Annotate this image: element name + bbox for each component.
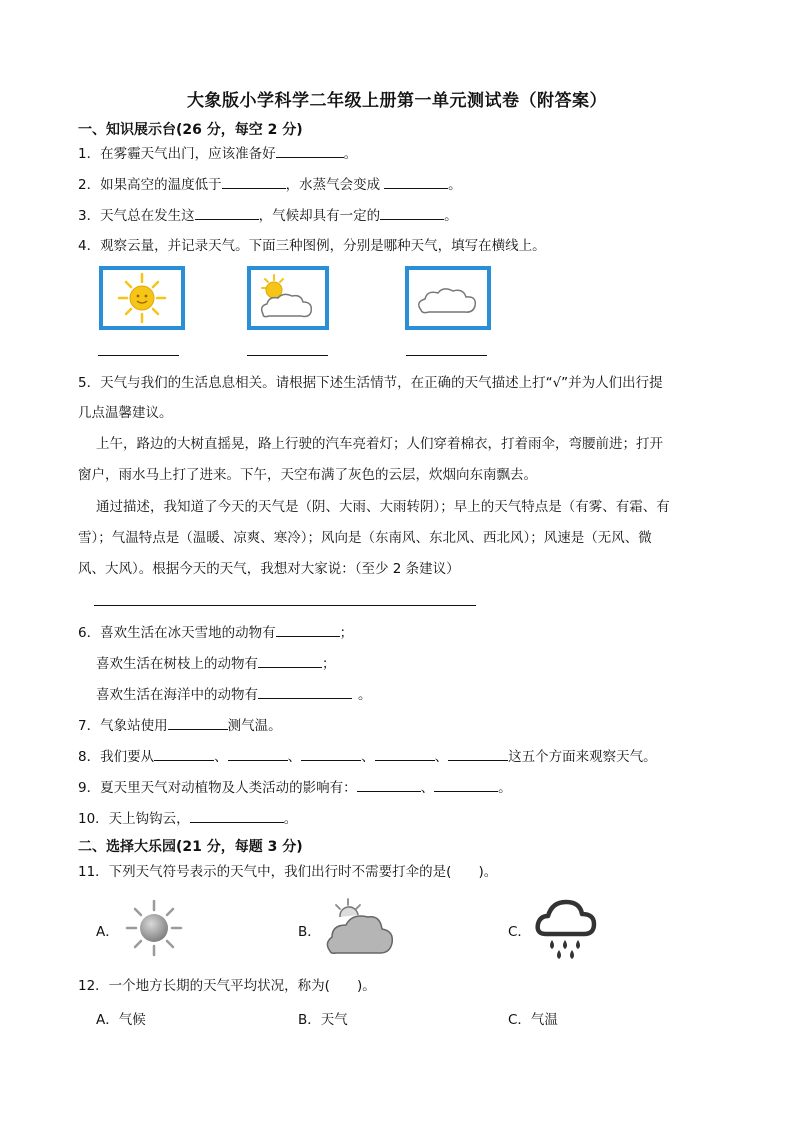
answer-line[interactable]	[98, 355, 179, 356]
question-5-paragraph-2: 窗户，雨水马上打了进来。下午，天空布满了灰色的云层，炊烟向东南飘去。	[78, 467, 537, 483]
answer-blank[interactable]	[258, 684, 352, 699]
question-6-c-text: 喜欢生活在海洋中的动物有	[96, 687, 258, 703]
question-8-text: 8．我们要从	[78, 749, 155, 765]
question-6-b-text: 喜欢生活在树枝上的动物有	[96, 656, 258, 672]
separator: 、	[420, 780, 435, 796]
option-c-label[interactable]: C．	[508, 924, 531, 940]
question-5-paragraph-3: 通过描述，我知道了今天的天气是（阴、大雨、大雨转阴）；早上的天气特点是（有雾、有霜、有	[96, 499, 670, 515]
question-9-end: 。	[498, 780, 512, 796]
question-7-end: 测气温。	[227, 718, 282, 734]
question-1-end: 。	[343, 146, 358, 162]
question-3-text: 3．天气总在发生这	[78, 208, 195, 224]
option-c[interactable]: C．气温	[508, 1012, 558, 1028]
question-2	[78, 174, 462, 195]
question-6-c-end: 。	[358, 687, 372, 703]
question-5-paragraph-4: 雪）；气温特点是（温暖、凉爽、寒冷）；风向是（东南风、东北风、西北风）；风速是（无风、微	[78, 530, 652, 546]
question-6-b-end: ；	[322, 656, 336, 672]
separator: 、	[434, 749, 449, 765]
answer-blank[interactable]	[357, 777, 421, 792]
answer-blank[interactable]	[380, 205, 444, 220]
question-6-b	[96, 653, 336, 674]
question-4: 4．观察云量，并记录天气。下面三种图例，分别是哪种天气，填写在横线上。	[78, 238, 546, 254]
answer-blank[interactable]	[276, 143, 344, 158]
partly-cloudy-symbol-icon[interactable]	[322, 897, 398, 959]
question-2-mid: ，水蒸气会变成	[285, 177, 381, 193]
question-6-end: ；	[339, 625, 354, 641]
question-5-paragraph-1: 上午，路边的大树直摇晃，路上行驶的汽车亮着灯；人们穿着棉衣，打着雨伞，弯腰前进；打开	[96, 436, 663, 452]
answer-blank[interactable]	[154, 746, 214, 761]
question-11: 11．下列天气符号表示的天气中，我们出行时不需要打伞的是( )。	[78, 864, 498, 880]
separator: 、	[287, 749, 302, 765]
answer-blank[interactable]	[195, 205, 259, 220]
question-9	[78, 777, 512, 798]
question-3	[78, 205, 458, 226]
partly-cloudy-picture-icon	[247, 266, 329, 330]
question-5-line-1: 5．天气与我们的生活息息相关。请根据下述生活情节，在正确的天气描述上打“√”并为人们出行提	[78, 375, 663, 391]
answer-line[interactable]	[406, 355, 487, 356]
option-a-label[interactable]: A．	[96, 924, 119, 940]
question-8	[78, 746, 657, 767]
cloudy-picture-icon	[405, 266, 491, 330]
question-10-text: 10．天上钩钩云，	[78, 811, 190, 827]
option-b[interactable]: B．天气	[298, 1012, 348, 1028]
page-title: 大象版小学科学二年级上册第一单元测试卷（附答案）	[187, 91, 607, 111]
answer-blank[interactable]	[276, 622, 340, 637]
question-5-line-2: 几点温馨建议。	[78, 405, 173, 421]
question-6-c	[96, 684, 372, 705]
rain-cloud-symbol-icon[interactable]	[532, 894, 600, 962]
question-10-end: 。	[283, 811, 298, 827]
section-2-heading: 二、选择大乐园(21 分，每题 3 分)	[78, 839, 303, 855]
answer-blank[interactable]	[375, 746, 435, 761]
answer-blank[interactable]	[228, 746, 288, 761]
option-a[interactable]: A．气候	[96, 1012, 146, 1028]
question-1	[78, 143, 357, 164]
question-12: 12．一个地方长期的天气平均状况，称为( )。	[78, 978, 376, 994]
question-8-end: 这五个方面来观察天气。	[508, 749, 657, 765]
answer-blank[interactable]	[448, 746, 508, 761]
sun-symbol-icon[interactable]	[122, 898, 186, 958]
question-6	[78, 622, 353, 643]
question-5-paragraph-5: 风、大风）。根据今天的天气，我想对大家说：（至少 2 条建议）	[78, 561, 460, 577]
section-1-heading: 一、知识展示台(26 分，每空 2 分)	[78, 122, 303, 138]
question-2-end: 。	[448, 177, 462, 193]
answer-blank[interactable]	[258, 653, 322, 668]
separator: 、	[361, 749, 375, 765]
separator: 、	[214, 749, 228, 765]
question-7-text: 7．气象站使用	[78, 718, 168, 734]
answer-blank[interactable]	[384, 174, 448, 189]
question-6-text: 6．喜欢生活在冰天雪地的动物有	[78, 625, 276, 641]
answer-blank[interactable]	[168, 715, 228, 730]
question-3-end: 。	[444, 208, 458, 224]
question-9-text: 9．夏天里天气对动植物及人类活动的影响有：	[78, 780, 357, 796]
answer-line[interactable]	[247, 355, 328, 356]
question-7	[78, 715, 282, 736]
option-b-label[interactable]: B．	[298, 924, 321, 940]
question-10	[78, 808, 297, 829]
answer-blank[interactable]	[301, 746, 361, 761]
question-1-text: 1．在雾霾天气出门，应该准备好	[78, 146, 276, 162]
sunny-picture-icon	[99, 266, 185, 330]
answer-line[interactable]	[94, 605, 476, 606]
question-3-mid: ，气候却具有一定的	[258, 208, 381, 224]
question-2-text: 2．如果高空的温度低于	[78, 177, 222, 193]
answer-blank[interactable]	[434, 777, 498, 792]
answer-blank[interactable]	[222, 174, 286, 189]
answer-blank[interactable]	[190, 808, 284, 823]
